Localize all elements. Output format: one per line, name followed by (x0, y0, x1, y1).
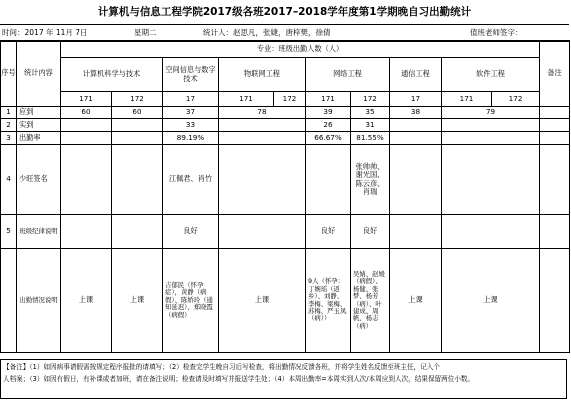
table-cell: 上课 (112, 249, 163, 353)
table-cell (540, 215, 570, 249)
table-cell: 上课 (442, 249, 540, 353)
table-row (1, 249, 570, 353)
teacher-sign: 值班老师签字： (470, 28, 523, 37)
footnote-line: 人档案；（3）如因有假日，有补课或者加班，请在备注说明；检查请及时填写并报送学生处；（4）本周出勤率=本周实到人次/本周应到人次，结果保留两位小数。 (3, 375, 475, 383)
date-label: 时间：2017 年 11月 7日 (2, 28, 88, 37)
row-label: 实到 (17, 119, 61, 132)
table-cell: 上课 (390, 249, 442, 353)
weekday-label: 星期二 (134, 28, 157, 37)
table-cell: 良好 (351, 215, 390, 249)
row-label: 应到 (17, 107, 61, 119)
footnote (0, 359, 567, 399)
class-header: 172 (112, 92, 163, 107)
major-header: 物联网工程 (219, 58, 306, 92)
row-index: 2 (1, 119, 17, 132)
table-cell: 39 (306, 107, 351, 119)
row-index: 4 (1, 145, 17, 215)
attendance-table (0, 40, 570, 353)
table-cell: 38 (390, 107, 442, 119)
table-cell (390, 215, 442, 249)
table-row (1, 119, 570, 132)
table-cell: 37 (163, 107, 219, 119)
table-cell (61, 145, 112, 215)
row-index (1, 249, 17, 353)
table-cell (442, 215, 540, 249)
table-cell (442, 145, 540, 215)
row-index: 3 (1, 132, 17, 145)
table-row (1, 132, 570, 145)
table-cell: 良好 (163, 215, 219, 249)
table-cell (540, 119, 570, 132)
table-cell (219, 119, 306, 132)
col-content-header: 统计内容 (17, 41, 61, 107)
table-cell (61, 132, 112, 145)
table-cell (112, 145, 163, 215)
table-cell: 60 (112, 107, 163, 119)
table-cell: 吴婧、赵媛（病假）、杨健、张梦、杨芳（病）、叶建成、周帆、杨志（病） (351, 249, 390, 353)
row-label: 少旺签名 (17, 145, 61, 215)
table-cell: 26 (306, 119, 351, 132)
table-cell (112, 132, 163, 145)
major-header: 软件工程 (442, 58, 540, 92)
row-label: 出勤率 (17, 132, 61, 145)
table-cell (442, 119, 540, 132)
major-header: 通信工程 (390, 58, 442, 92)
table-cell: 吉郁民（怀孕症），黄静（病假）、陈娇玲（通知延迟）、郑晓霞（病假） (163, 249, 219, 353)
table-cell (390, 119, 442, 132)
table-cell: 9人（怀孕：丁婉瑶（返乡）、刘静、李梅、梁梅、苏梅、严玉凤（病）） (306, 249, 351, 353)
table-cell: 89.19% (163, 132, 219, 145)
table-cell: 江佩君、肖竹 (163, 145, 219, 215)
class-header: 172 (274, 92, 306, 107)
table-cell (61, 119, 112, 132)
table-cell (219, 215, 306, 249)
class-header: 172 (492, 92, 540, 107)
table-cell: 66.67% (306, 132, 351, 145)
table-cell (442, 132, 540, 145)
table-cell: 81.55% (351, 132, 390, 145)
table-cell: 上课 (61, 249, 112, 353)
table-cell (219, 132, 306, 145)
table-cell (112, 215, 163, 249)
table-cell (112, 119, 163, 132)
class-header: 172 (351, 92, 390, 107)
major-header: 计算机科学与技术 (61, 58, 163, 92)
table-cell (540, 145, 570, 215)
group-header: 专业：班级出勤人数（人） (61, 41, 540, 58)
col-index-header: 序号 (1, 41, 17, 107)
table-cell: 35 (351, 107, 390, 119)
class-header: 17 (390, 92, 442, 107)
major-header: 网络工程 (306, 58, 390, 92)
table-cell: 78 (219, 107, 306, 119)
table-cell (306, 145, 351, 215)
class-header: 171 (219, 92, 274, 107)
table-cell (540, 132, 570, 145)
stat-person: 统计人：赵思凡，张婕，唐梓樊，徐倩 (203, 28, 331, 37)
table-cell (219, 145, 306, 215)
class-header: 17 (163, 92, 219, 107)
table-cell: 31 (351, 119, 390, 132)
row-label: 班级纪律说明 (17, 215, 61, 249)
table-row (1, 215, 570, 249)
table-cell (540, 107, 570, 119)
row-label: 出勤情况说明 (17, 249, 61, 353)
table-cell: 33 (163, 119, 219, 132)
table-cell (390, 145, 442, 215)
page-title: 计算机与信息工程学院2017级各班2017–2018学年度第1学期晚自习出勤统计 (97, 6, 472, 18)
row-index: 1 (1, 107, 17, 119)
table-row (1, 145, 570, 215)
table-cell: 张帅帅、谢光国、陈云彦、肖瑞 (351, 145, 390, 215)
major-header: 空间信息与数字技术 (163, 58, 219, 92)
class-header: 171 (442, 92, 492, 107)
class-header: 171 (61, 92, 112, 107)
col-note-header: 备注 (540, 41, 570, 107)
table-row (1, 107, 570, 119)
table-cell (390, 132, 442, 145)
table-cell: 79 (442, 107, 540, 119)
table-cell: 上课 (219, 249, 306, 353)
table-cell: 良好 (306, 215, 351, 249)
footnote-line: 【备注】（1）如因病事请假需按规定程序报批的请填写；（2）检查完学生晚自习后写检查，将出勤情况反馈各班，并将学生姓名反馈至班主任，记入个 (3, 363, 440, 371)
row-index: 5 (1, 215, 17, 249)
class-header: 171 (306, 92, 351, 107)
table-cell (540, 249, 570, 353)
table-cell: 60 (61, 107, 112, 119)
table-cell (61, 215, 112, 249)
